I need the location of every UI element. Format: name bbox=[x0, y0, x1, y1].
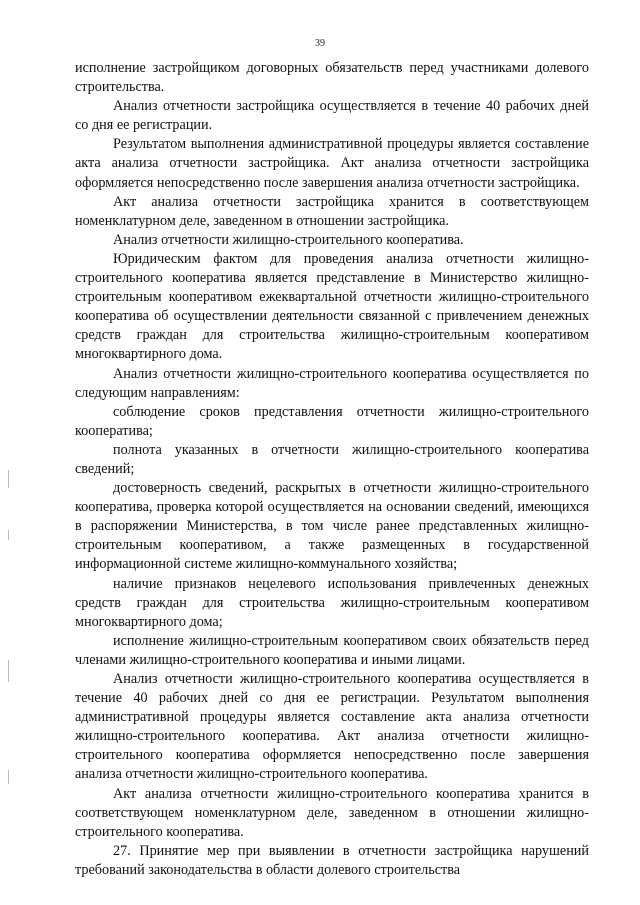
paragraph: Анализ отчетности жилищно-строительного кооператива. bbox=[113, 231, 464, 248]
paragraph: Результатом выполнения административной процедуры является составление акта анализа отчетности застройщика. Акт анализа отчетности застройщика оформляется непосредственно после завершения анализа отчетности застройщика. bbox=[75, 136, 589, 191]
paragraph: Анализ отчетности жилищно-строительного кооператива осуществляется в течение 40 рабочих дней со дня ее регистрации. Результатом выполнения административной процедуры является составление акта анализа отчетности жилищно-строительного кооператива. Акт анализа отчетности жилищно-строительного кооператива оформляется непосредственно после завершения анализа отчетности жилищно-строительного кооператива. bbox=[75, 671, 589, 783]
paragraph: Акт анализа отчетности застройщика хранится в соответствующем номенклатурном деле, заведенном в отношении застройщика. bbox=[75, 193, 589, 229]
list-item: соблюдение сроков представления отчетности жилищно-строительного кооператива; bbox=[75, 403, 589, 439]
section-heading-paragraph: 27. Принятие мер при выявлении в отчетности застройщика нарушений требований законодательства в области долевого строительства bbox=[75, 842, 589, 878]
list-item: полнота указанных в отчетности жилищно-строительного кооператива сведений; bbox=[75, 441, 589, 477]
paragraph: Анализ отчетности застройщика осуществляется в течение 40 рабочих дней со дня ее регистрации. bbox=[75, 98, 589, 134]
paragraph: Акт анализа отчетности жилищно-строительного кооператива хранится в соответствующем номенклатурном деле, заведенном в отношении жилищно-строительного кооператива. bbox=[75, 785, 589, 840]
document-body bbox=[75, 59, 589, 880]
list-item: исполнение жилищно-строительным кооперативом своих обязательств перед членами жилищно-строительного кооператива и иными лицами. bbox=[75, 632, 589, 668]
paragraph-continuation: исполнение застройщиком договорных обязательств перед участниками долевого строительства. bbox=[75, 60, 589, 96]
page-number: 39 bbox=[315, 38, 325, 49]
paragraph: Юридическим фактом для проведения анализа отчетности жилищно-строительного кооператива является представление в Министерство жилищно-строительным кооперативом ежеквартальной отчетности жилищно-строительного кооператива об осуществлении деятельности связанной с привлечением денежных средств граждан для строительства жилищно-строительным кооперативом многоквартирного дома. bbox=[75, 250, 589, 363]
list-item: наличие признаков нецелевого использования привлеченных денежных средств граждан для строительства жилищно-строительным кооперативом многоквартирного дома; bbox=[75, 575, 589, 630]
paragraph: Анализ отчетности жилищно-строительного кооператива осуществляется по следующим направлениям: bbox=[75, 365, 589, 401]
list-item: достоверность сведений, раскрытых в отчетности жилищно-строительного кооператива, проверка которой осуществляется на основании сведений, имеющихся в распоряжении Министерства, в том числе ранее представленных жилищно-строительным кооперативом, а также размещенных в государственной информационной системе жилищно-коммунального хозяйства; bbox=[75, 480, 589, 573]
scan-edge-marks bbox=[8, 470, 10, 800]
